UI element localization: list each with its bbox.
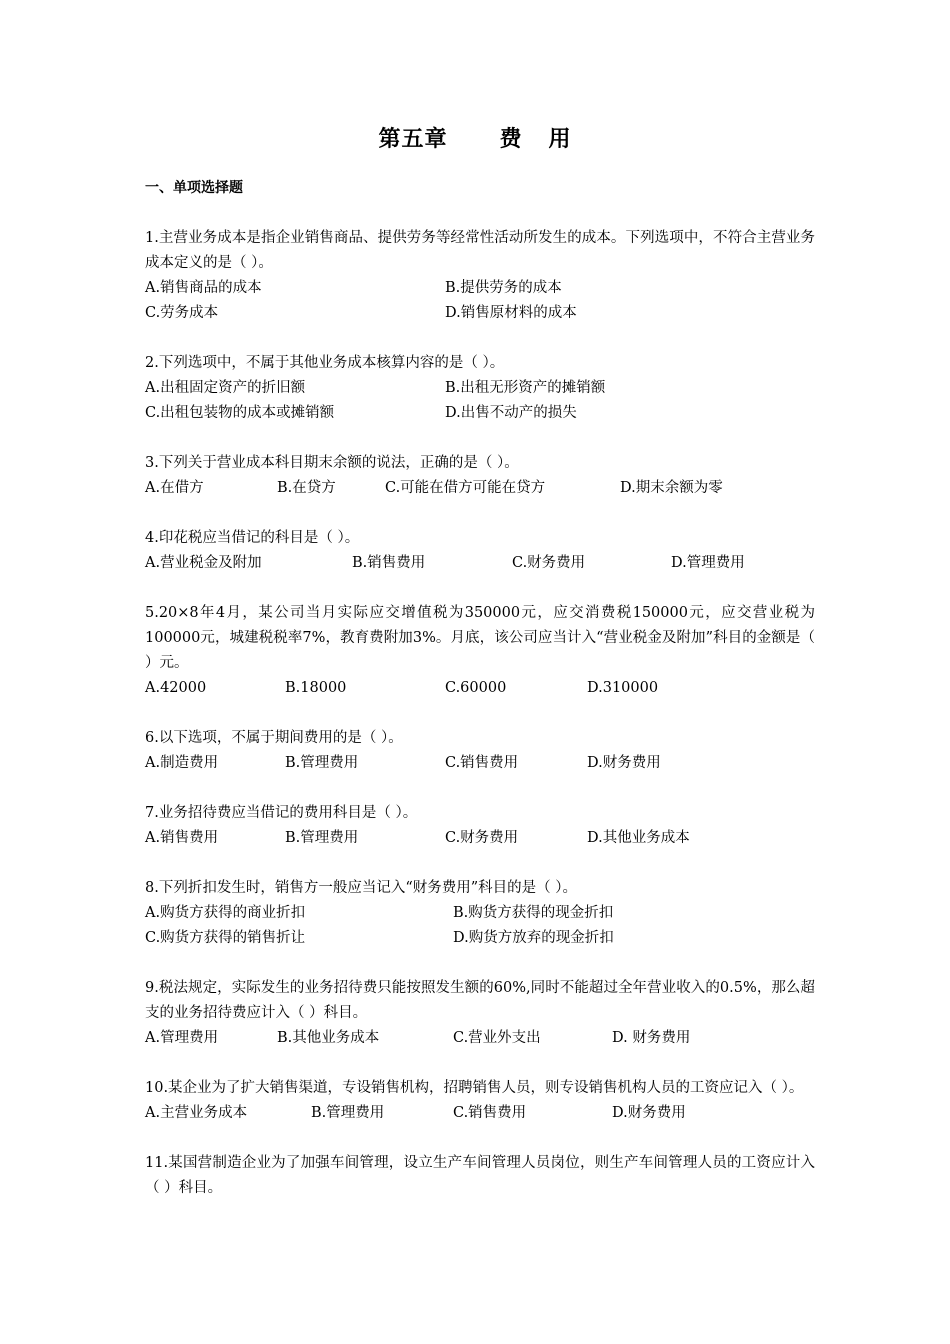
question-stem: 11.某国营制造企业为了加强车间管理，设立生产车间管理人员岗位，则生产车间管理人员的工资应计入（ ）科目。 (145, 1155, 815, 1196)
question-item (145, 726, 815, 776)
question-item (145, 351, 815, 426)
answer-option: A.主营业务成本 (145, 1105, 248, 1121)
option-row (145, 926, 815, 951)
answer-option: B.其他业务成本 (277, 1030, 380, 1046)
question-item (145, 226, 815, 326)
answer-option: C.销售费用 (445, 755, 519, 771)
question-stem: 10.某企业为了扩大销售渠道，专设销售机构，招聘销售人员，则专设销售机构人员的工资应记入（ ）。 (145, 1080, 804, 1096)
question-stem: 3.下列关于营业成本科目期末余额的说法，正确的是（ ）。 (145, 455, 519, 471)
question-item (145, 876, 815, 951)
answer-option: B.管理费用 (285, 830, 359, 846)
answer-option: B.购货方获得的现金折扣 (453, 905, 614, 921)
answer-option: A.销售费用 (145, 830, 219, 846)
option-row (145, 301, 815, 326)
answer-option: D.管理费用 (671, 555, 745, 571)
answer-option: D.购货方放弃的现金折扣 (453, 930, 614, 946)
answer-option: B.管理费用 (285, 755, 359, 771)
question-item (145, 451, 815, 501)
answer-option: C.劳务成本 (145, 305, 219, 321)
option-row (145, 1026, 815, 1051)
answer-option: D.出售不动产的损失 (445, 405, 577, 421)
question-stem: 7.业务招待费应当借记的费用科目是（ ）。 (145, 805, 418, 821)
answer-option: A.在借方 (145, 480, 204, 496)
option-row (145, 401, 815, 426)
answer-option: C.60000 (445, 680, 507, 696)
question-item (145, 976, 815, 1051)
question-stem: 9.税法规定，实际发生的业务招待费只能按照发生额的60%,同时不能超过全年营业收入的0.5%，那么超支的业务招待费应计入（ ）科目。 (145, 980, 815, 1021)
answer-option: C.可能在借方可能在贷方 (385, 480, 546, 496)
question-item (145, 1151, 815, 1201)
page-title: 第五章 费 用 (378, 127, 572, 152)
option-row (145, 751, 815, 776)
answer-option: A.42000 (145, 680, 207, 696)
option-row (145, 551, 815, 576)
option-row (145, 476, 815, 501)
answer-option: D.销售原材料的成本 (445, 305, 577, 321)
option-row (145, 826, 815, 851)
question-stem: 8.下列折扣发生时，销售方一般应当记入“财务费用”科目的是（ ）。 (145, 880, 578, 896)
answer-option: D. 财务费用 (612, 1030, 691, 1046)
answer-option: D.财务费用 (587, 755, 661, 771)
question-list (145, 226, 815, 1226)
answer-option: B.提供劳务的成本 (445, 280, 562, 296)
answer-option: B.销售费用 (352, 555, 426, 571)
question-stem: 4.印花税应当借记的科目是（ ）。 (145, 530, 360, 546)
answer-option: C.财务费用 (445, 830, 519, 846)
answer-option: C.出租包装物的成本或摊销额 (145, 405, 335, 421)
answer-option: B.出租无形资产的摊销额 (445, 380, 606, 396)
answer-option: A.制造费用 (145, 755, 219, 771)
question-stem: 5.20×8年4月，某公司当月实际应交增值税为350000元，应交消费税150000元，应交营业税为100000元，城建税税率7%，教育费附加3%。月底，该公司应当计入“营业税金及附加”科目的金额是（ ）元。 (145, 605, 815, 671)
answer-option: D.期末余额为零 (620, 480, 723, 496)
answer-option: A.出租固定资产的折旧额 (145, 380, 306, 396)
section-heading: 一、单项选择题 (145, 180, 243, 196)
answer-option: B.在贷方 (277, 480, 336, 496)
question-item (145, 801, 815, 851)
answer-option: C.销售费用 (453, 1105, 527, 1121)
question-item (145, 1076, 815, 1126)
answer-option: A.销售商品的成本 (145, 280, 262, 296)
answer-option: C.营业外支出 (453, 1030, 541, 1046)
option-row (145, 901, 815, 926)
option-row (145, 276, 815, 301)
answer-option: A.管理费用 (145, 1030, 219, 1046)
question-stem: 1.主营业务成本是指企业销售商品、提供劳务等经常性活动所发生的成本。下列选项中，不符合主营业务成本定义的是（ ）。 (145, 230, 815, 271)
answer-option: D.其他业务成本 (587, 830, 690, 846)
answer-option: C.财务费用 (512, 555, 586, 571)
answer-option: C.购货方获得的销售折让 (145, 930, 306, 946)
option-row (145, 1101, 815, 1126)
answer-option: D.财务费用 (612, 1105, 686, 1121)
question-item (145, 526, 815, 576)
question-stem: 6.以下选项，不属于期间费用的是（ ）。 (145, 730, 403, 746)
option-row (145, 676, 815, 701)
question-item (145, 601, 815, 701)
answer-option: A.营业税金及附加 (145, 555, 262, 571)
answer-option: B.18000 (285, 680, 347, 696)
answer-option: D.310000 (587, 680, 659, 696)
option-row (145, 376, 815, 401)
answer-option: A.购货方获得的商业折扣 (145, 905, 306, 921)
question-stem: 2.下列选项中，不属于其他业务成本核算内容的是（ ）。 (145, 355, 505, 371)
answer-option: B.管理费用 (311, 1105, 385, 1121)
